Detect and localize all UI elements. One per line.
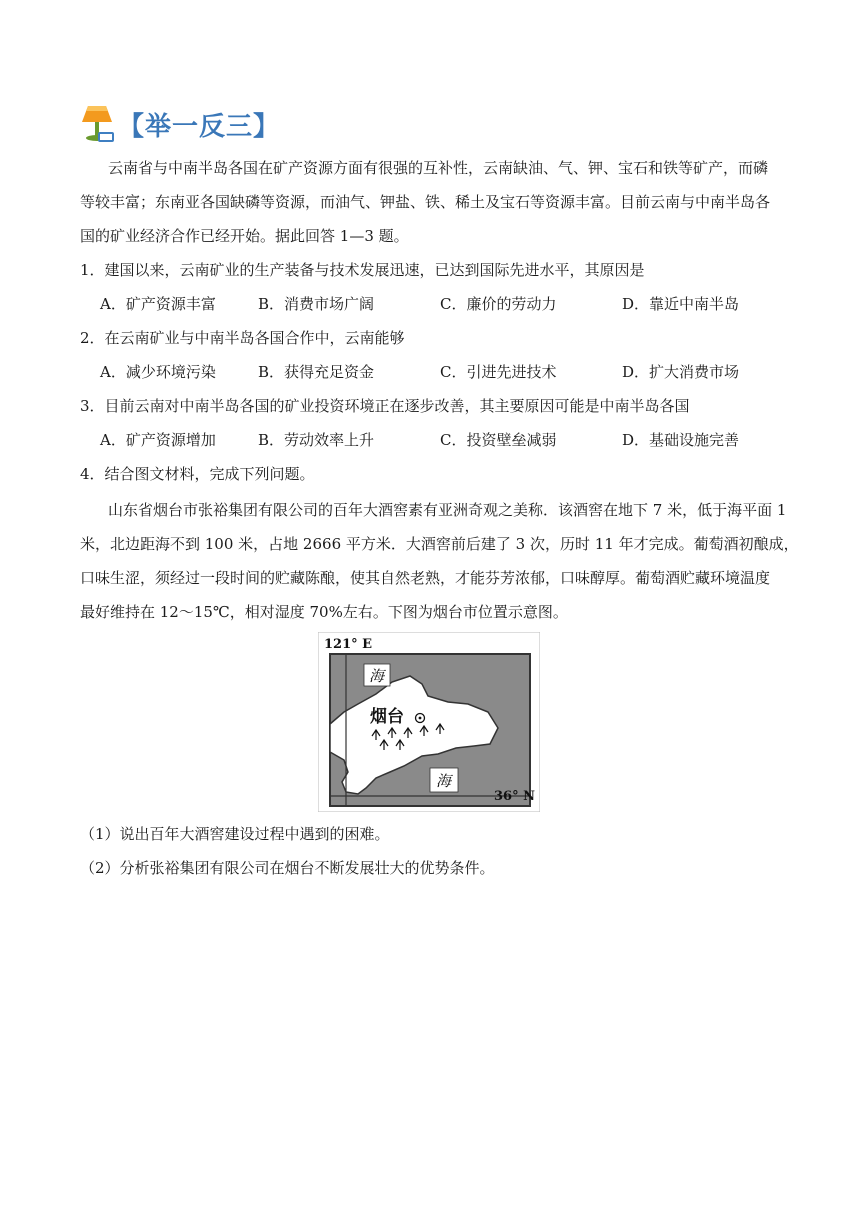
intro-line-2: 等较丰富；东南亚各国缺磷等资源，而油气、钾盐、铁、稀土及宝石等资源丰富。目前云南与中南半岛各 (80, 193, 771, 211)
question-3-stem: 3．目前云南对中南半岛各国的矿业投资环境正在逐步改善，其主要原因可能是中南半岛各国 (80, 397, 690, 415)
q4-material-line-2: 米，北边距海不到 100 米，占地 2666 平方米．大酒窖前后建了 3 次，历时 11 年才完成。葡萄酒初酿成， (80, 535, 799, 553)
q1-option-d: D．靠近中南半岛 (622, 295, 740, 313)
q2-option-b: B．获得充足资金 (258, 363, 375, 381)
question-2-stem: 2．在云南矿业与中南半岛各国合作中，云南能够 (80, 329, 405, 347)
section-title: 【举一反三】 (118, 111, 281, 142)
q1-option-b: B．消费市场广阔 (258, 295, 375, 313)
section-heading (82, 102, 280, 146)
lamp-icon (82, 102, 116, 146)
intro-line-1: 云南省与中南半岛各国在矿产资源方面有很强的互补性，云南缺油、气、钾、宝石和铁等矿产，而磷 (108, 159, 769, 177)
q1-option-a: A．矿产资源丰富 (100, 295, 216, 313)
latitude-label: 36° N (494, 789, 535, 804)
intro-line-3: 国的矿业经济合作已经开始。据此回答 1—3 题。 (80, 227, 409, 245)
question-4-stem: 4．结合图文材料，完成下列问题。 (80, 465, 315, 483)
sea-label-south: 海 (436, 772, 452, 790)
q3-option-c: C．投资壁垒减弱 (440, 431, 557, 449)
q2-option-a: A．减少环境污染 (100, 363, 216, 381)
q4-subquestion-1: （1）说出百年大酒窖建设过程中遇到的困难。 (80, 825, 390, 843)
q4-material-line-4: 最好维持在 12～15℃，相对湿度 70%左右。下图为烟台市位置示意图。 (80, 603, 568, 621)
city-label: 烟台 (370, 707, 404, 727)
q1-option-c: C．廉价的劳动力 (440, 295, 557, 313)
q3-option-d: D．基础设施完善 (622, 431, 740, 449)
q4-material-line-3: 口味生涩，须经过一段时间的贮藏陈酿，使其自然老熟，才能芬芳浓郁，口味醇厚。葡萄酒贮藏环境温度 (80, 569, 771, 587)
q4-subquestion-2: （2）分析张裕集团有限公司在烟台不断发展壮大的优势条件。 (80, 859, 495, 877)
q3-option-a: A．矿产资源增加 (100, 431, 216, 449)
q4-material-line-1: 山东省烟台市张裕集团有限公司的百年大酒窖素有亚洲奇观之美称．该酒窖在地下 7 米，低于海平面 1 (108, 501, 787, 519)
q2-option-c: C．引进先进技术 (440, 363, 557, 381)
q3-option-b: B．劳动效率上升 (258, 431, 375, 449)
longitude-label: 121° E (324, 637, 373, 652)
yantai-location-map (318, 632, 540, 812)
q2-option-d: D．扩大消费市场 (622, 363, 740, 381)
sea-label-north: 海 (369, 667, 385, 685)
question-1-stem: 1．建国以来，云南矿业的生产装备与技术发展迅速，已达到国际先进水平，其原因是 (80, 261, 645, 279)
